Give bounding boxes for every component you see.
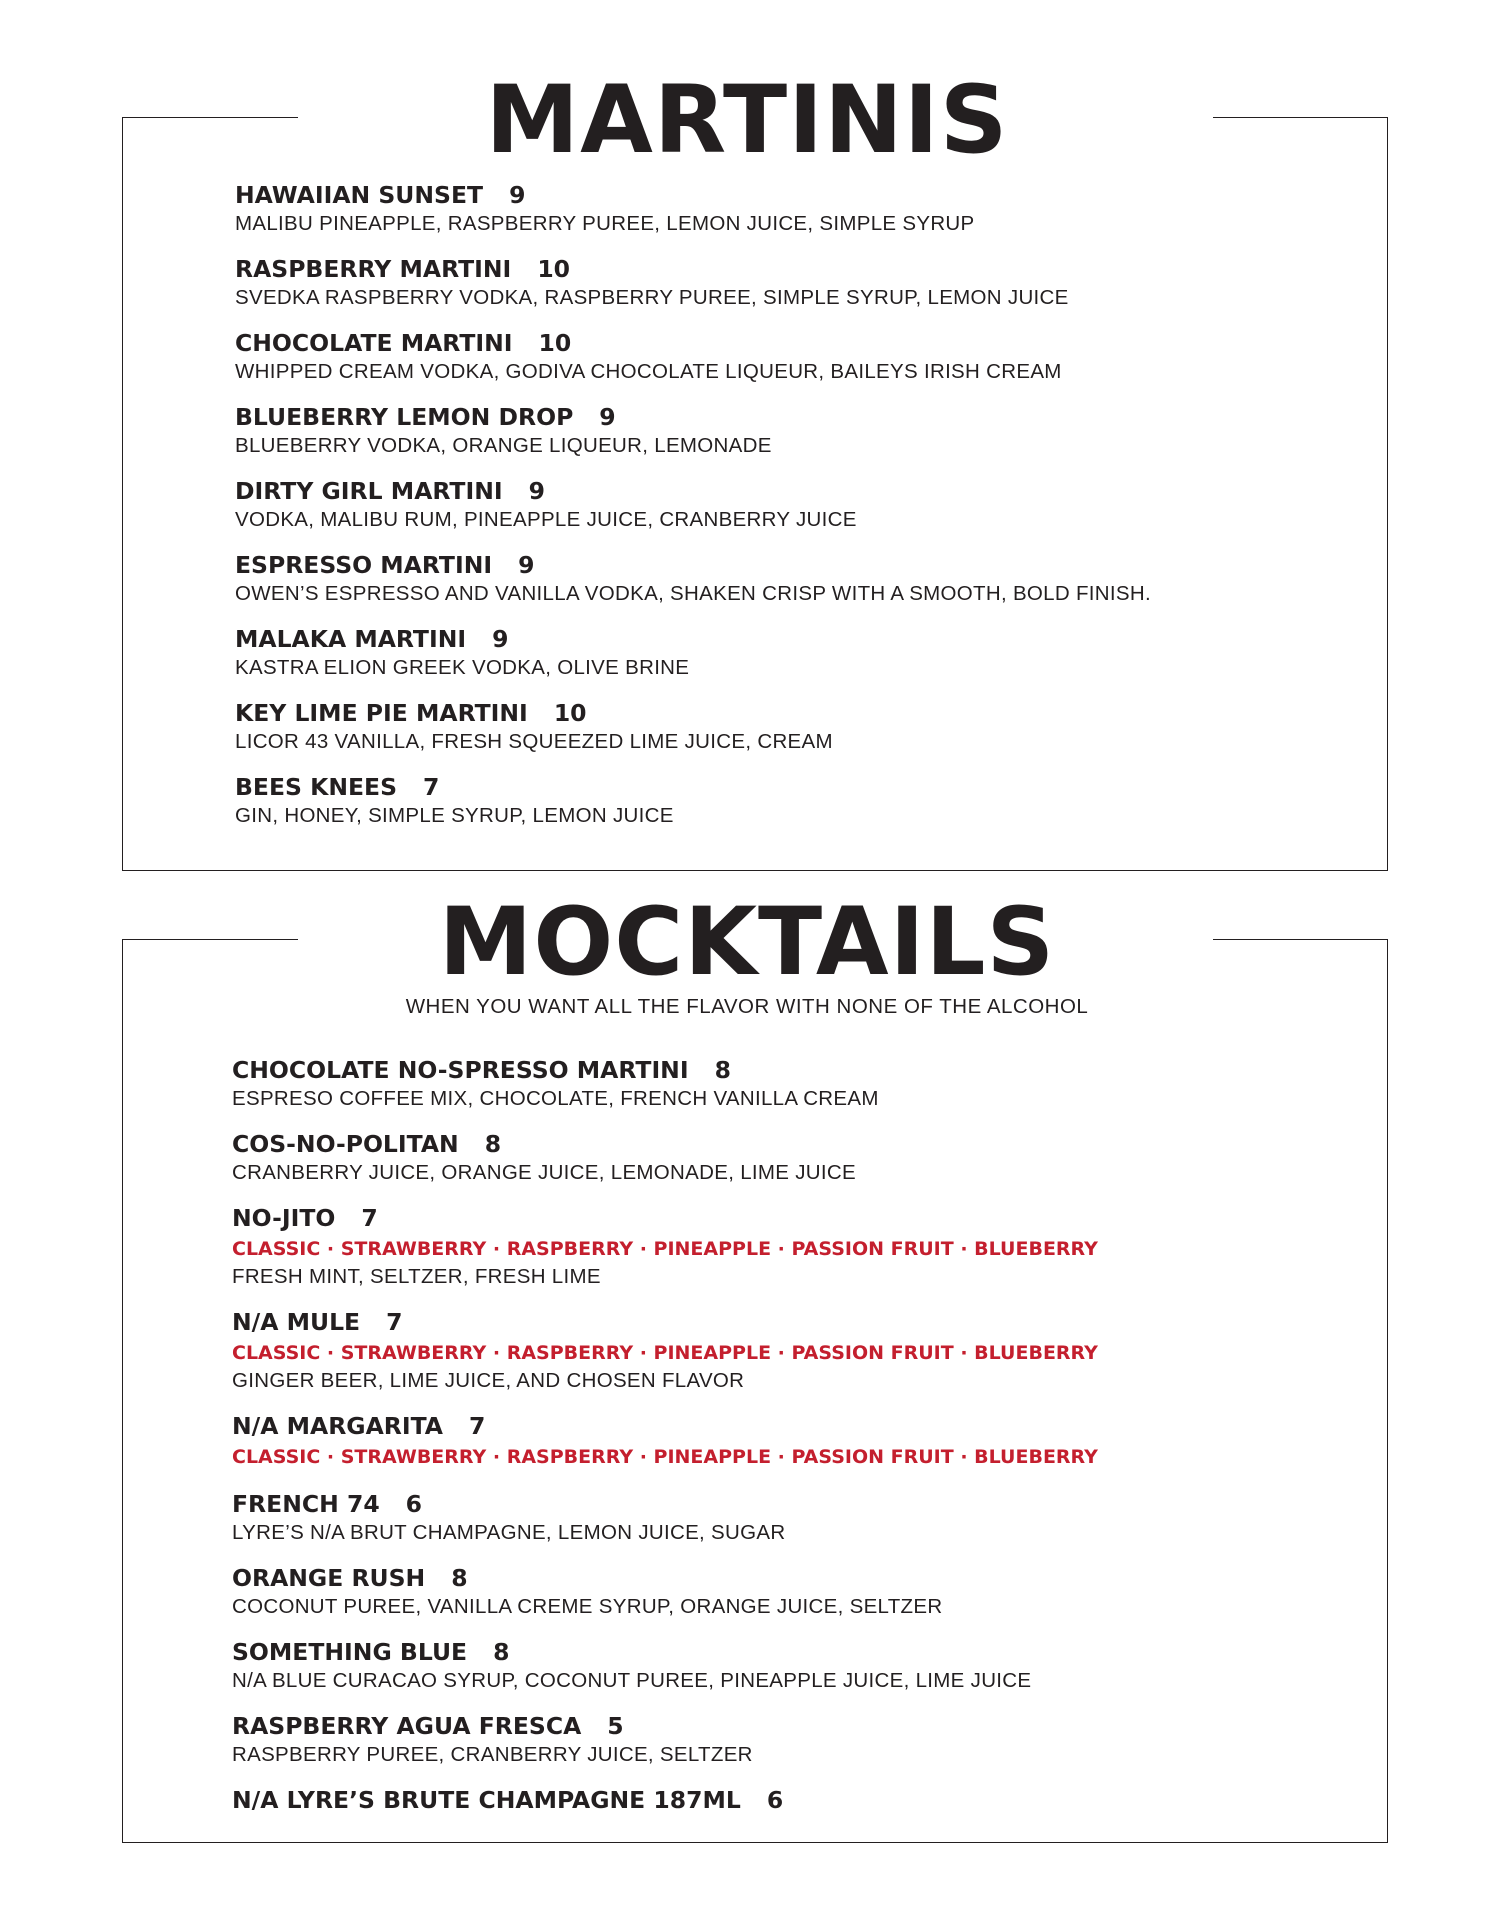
menu-item-name: N/A MARGARITA: [232, 1412, 443, 1440]
menu-item-name: BEES KNEES: [235, 773, 398, 801]
menu-item-description: LICOR 43 VANILLA, FRESH SQUEEZED LIME JUICE, CREAM: [235, 730, 833, 753]
menu-item-name: N/A MULE: [232, 1308, 361, 1336]
menu-item: [235, 476, 857, 533]
menu-item-title: [232, 1489, 785, 1520]
menu-item: [232, 1489, 785, 1546]
menu-item: [235, 254, 1069, 311]
menu-item-price: 7: [469, 1412, 486, 1440]
menu-item: [232, 1055, 879, 1112]
menu-item-price: 7: [361, 1204, 378, 1232]
menu-item: [235, 180, 975, 237]
menu-item-title: [232, 1203, 1098, 1234]
menu-item-price: 9: [599, 403, 616, 431]
menu-item: [232, 1785, 783, 1816]
menu-item: [232, 1711, 753, 1768]
menu-item-price: 8: [484, 1130, 502, 1158]
martinis-heading: MARTINIS: [485, 66, 1009, 175]
menu-item-title: [232, 1563, 942, 1594]
menu-item-title: [232, 1129, 856, 1160]
menu-item-price: 7: [423, 773, 440, 801]
menu-item-flavors: CLASSIC · STRAWBERRY · RASPBERRY · PINEAPPLE · PASSION FRUIT · BLUEBERRY: [232, 1446, 1098, 1468]
menu-item-title: [235, 180, 975, 211]
menu-item-price: 9: [528, 477, 545, 505]
menu-item-price: 6: [766, 1786, 784, 1814]
menu-item-title: [235, 328, 1062, 359]
menu-item: [235, 550, 1151, 607]
menu-item-price: 9: [509, 181, 526, 209]
menu-item: [232, 1637, 1031, 1694]
menu-item-name: BLUEBERRY LEMON DROP: [235, 403, 574, 431]
menu-item-price: 10: [553, 699, 587, 727]
menu-item-flavors: CLASSIC · STRAWBERRY · RASPBERRY · PINEAPPLE · PASSION FRUIT · BLUEBERRY: [232, 1342, 1098, 1364]
menu-item-description: GINGER BEER, LIME JUICE, AND CHOSEN FLAVOR: [232, 1369, 745, 1392]
menu-item-description: WHIPPED CREAM VODKA, GODIVA CHOCOLATE LIQUEUR, BAILEYS IRISH CREAM: [235, 360, 1062, 383]
menu-item: [235, 698, 833, 755]
menu-item-title: [232, 1411, 1098, 1442]
menu-item: [235, 772, 674, 829]
menu-item: [235, 328, 1062, 385]
menu-item-description: LYRE’S N/A BRUT CHAMPAGNE, LEMON JUICE, SUGAR: [232, 1521, 786, 1544]
menu-item: [232, 1129, 856, 1186]
menu-item-name: RASPBERRY MARTINI: [235, 255, 512, 283]
menu-item-description: MALIBU PINEAPPLE, RASPBERRY PUREE, LEMON JUICE, SIMPLE SYRUP: [235, 212, 975, 235]
menu-item-flavors: CLASSIC · STRAWBERRY · RASPBERRY · PINEAPPLE · PASSION FRUIT · BLUEBERRY: [232, 1238, 1098, 1260]
menu-item-title: [232, 1711, 753, 1742]
menu-item-title: [232, 1307, 1098, 1338]
menu-item-title: [235, 624, 689, 655]
menu-item-name: N/A LYRE’S BRUTE CHAMPAGNE 187ML: [232, 1786, 741, 1814]
menu-item-name: ORANGE RUSH: [232, 1564, 426, 1592]
menu-item-description: COCONUT PUREE, VANILLA CREME SYRUP, ORANGE JUICE, SELTZER: [232, 1595, 943, 1618]
menu-item-price: 10: [538, 329, 572, 357]
menu-item-description: ESPRESO COFFEE MIX, CHOCOLATE, FRENCH VANILLA CREAM: [232, 1087, 879, 1110]
menu-item-description: VODKA, MALIBU RUM, PINEAPPLE JUICE, CRANBERRY JUICE: [235, 508, 857, 531]
menu-item-description: GIN, HONEY, SIMPLE SYRUP, LEMON JUICE: [235, 804, 674, 827]
menu-item-name: DIRTY GIRL MARTINI: [235, 477, 503, 505]
menu-item-title: [232, 1055, 879, 1086]
menu-item: [232, 1307, 1098, 1394]
menu-item-price: 9: [518, 551, 535, 579]
menu-item: [232, 1203, 1098, 1290]
menu-item-price: 8: [451, 1564, 468, 1592]
menu-item-description: BLUEBERRY VODKA, ORANGE LIQUEUR, LEMONADE: [235, 434, 772, 457]
menu-item-name: MALAKA MARTINI: [235, 625, 467, 653]
menu-item-title: [235, 476, 857, 507]
menu-item-name: NO-JITO: [232, 1204, 336, 1232]
menu-item: [232, 1411, 1098, 1472]
menu-item-name: ESPRESSO MARTINI: [235, 551, 493, 579]
menu-item-price: 6: [405, 1490, 423, 1518]
menu-item-description: KASTRA ELION GREEK VODKA, OLIVE BRINE: [235, 656, 690, 679]
mocktails-subtitle: WHEN YOU WANT ALL THE FLAVOR WITH NONE OF THE ALCOHOL: [405, 995, 1089, 1018]
mocktails-heading: MOCKTAILS: [438, 888, 1056, 997]
menu-item: [235, 402, 772, 459]
menu-item-title: [232, 1637, 1031, 1668]
menu-item-title: [232, 1785, 783, 1816]
menu-item-name: FRENCH 74: [232, 1490, 380, 1518]
menu-item-name: KEY LIME PIE MARTINI: [235, 699, 528, 727]
menu-item-description: SVEDKA RASPBERRY VODKA, RASPBERRY PUREE, SIMPLE SYRUP, LEMON JUICE: [235, 286, 1069, 309]
menu-item-title: [235, 698, 833, 729]
menu-item-title: [235, 772, 674, 803]
menu-item-name: CHOCOLATE NO-SPRESSO MARTINI: [232, 1056, 689, 1084]
menu-item-description: FRESH MINT, SELTZER, FRESH LIME: [232, 1265, 601, 1288]
menu-item-name: CHOCOLATE MARTINI: [235, 329, 513, 357]
menu-item: [232, 1563, 942, 1620]
menu-item-name: HAWAIIAN SUNSET: [235, 181, 484, 209]
menu-item-price: 10: [537, 255, 571, 283]
menu-item: [235, 624, 689, 681]
menu-item-description: CRANBERRY JUICE, ORANGE JUICE, LEMONADE, LIME JUICE: [232, 1161, 856, 1184]
menu-item-description: OWEN’S ESPRESSO AND VANILLA VODKA, SHAKEN CRISP WITH A SMOOTH, BOLD FINISH.: [235, 582, 1151, 605]
menu-item-name: RASPBERRY AGUA FRESCA: [232, 1712, 582, 1740]
menu-item-name: SOMETHING BLUE: [232, 1638, 468, 1666]
menu-item-price: 7: [386, 1308, 403, 1336]
menu-item-description: RASPBERRY PUREE, CRANBERRY JUICE, SELTZER: [232, 1743, 753, 1766]
menu-item-price: 8: [493, 1638, 510, 1666]
menu-item-description: N/A BLUE CURACAO SYRUP, COCONUT PUREE, PINEAPPLE JUICE, LIME JUICE: [232, 1669, 1032, 1692]
menu-item-price: 5: [607, 1712, 624, 1740]
menu-item-price: 8: [714, 1056, 731, 1084]
menu-item-name: COS-NO-POLITAN: [232, 1130, 459, 1158]
menu-item-price: 9: [492, 625, 509, 653]
menu-item-title: [235, 402, 772, 433]
menu-item-title: [235, 550, 1151, 581]
menu-item-title: [235, 254, 1069, 285]
